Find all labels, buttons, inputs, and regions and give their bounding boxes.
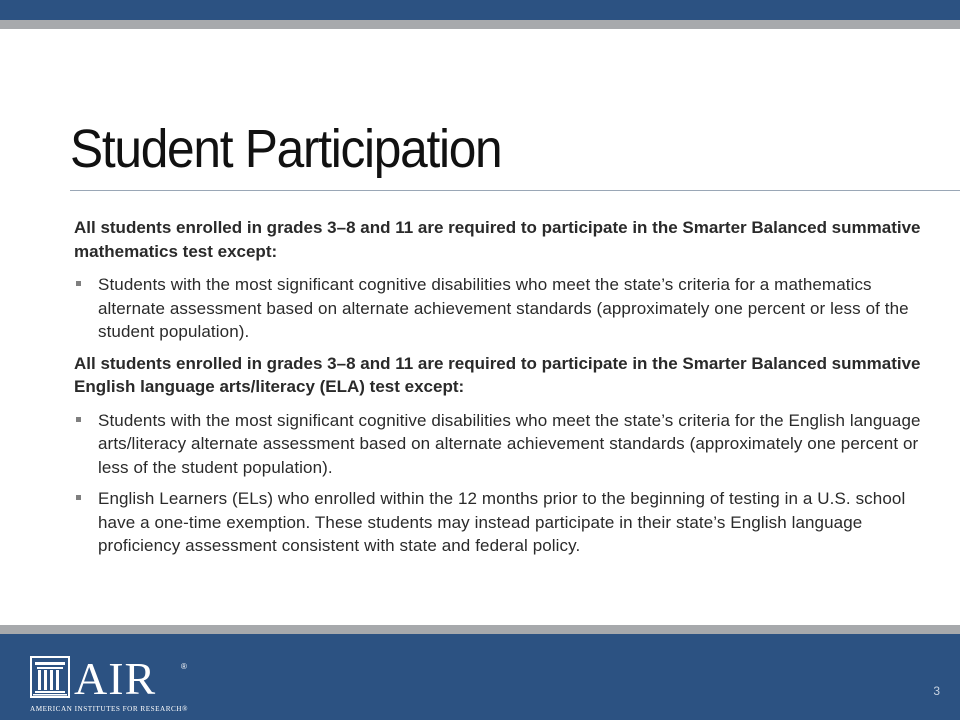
- footer-gray-stripe: [0, 625, 960, 634]
- institute-building-icon: [30, 654, 70, 700]
- top-gray-stripe: [0, 20, 960, 29]
- bullet-square-icon: [76, 417, 81, 422]
- bullet-square-icon: [76, 495, 81, 500]
- top-accent-bar: [0, 0, 960, 20]
- slide-title: Student Participation: [70, 119, 502, 179]
- bullet-item-math: [74, 273, 938, 344]
- slide-footer: [0, 634, 960, 720]
- lead-paragraph-math: All students enrolled in grades 3–8 and 11 are required to participate in the Smarter Balanced summative mathematics test except:: [74, 218, 921, 261]
- bullet-text: Students with the most significant cognitive disabilities who meet the state’s criteria for a mathematics alternate assessment based on alternate achievement standards (approximately one percent or less of the student population).: [98, 275, 909, 341]
- slide-body: [74, 216, 938, 566]
- logo-registered-mark: ®: [181, 662, 187, 671]
- logo-subtitle: AMERICAN INSTITUTES FOR RESEARCH®: [30, 705, 188, 713]
- bullet-square-icon: [76, 281, 81, 286]
- bullet-text: Students with the most significant cognitive disabilities who meet the state’s criteria for the English language arts/literacy alternate assessment based on alternate achievement standards (approximately one percent or less of the student population).: [98, 410, 921, 477]
- lead-paragraph-ela: All students enrolled in grades 3–8 and 11 are required to participate in the Smarter Balanced summative English language arts/literacy (ELA) test except:: [74, 353, 921, 396]
- bullet-item-els: [74, 487, 938, 558]
- logo-wordmark: AIR: [74, 653, 157, 704]
- bullet-text: English Learners (ELs) who enrolled within the 12 months prior to the beginning of testing in a U.S. school have a one-time exemption. These students may instead participate in their state’s English language proficiency assessment consistent with state and federal policy.: [98, 489, 906, 555]
- bullet-item-ela: [74, 409, 938, 480]
- air-logo: [30, 654, 230, 714]
- page-number: 3: [933, 684, 940, 698]
- title-divider: [70, 190, 960, 191]
